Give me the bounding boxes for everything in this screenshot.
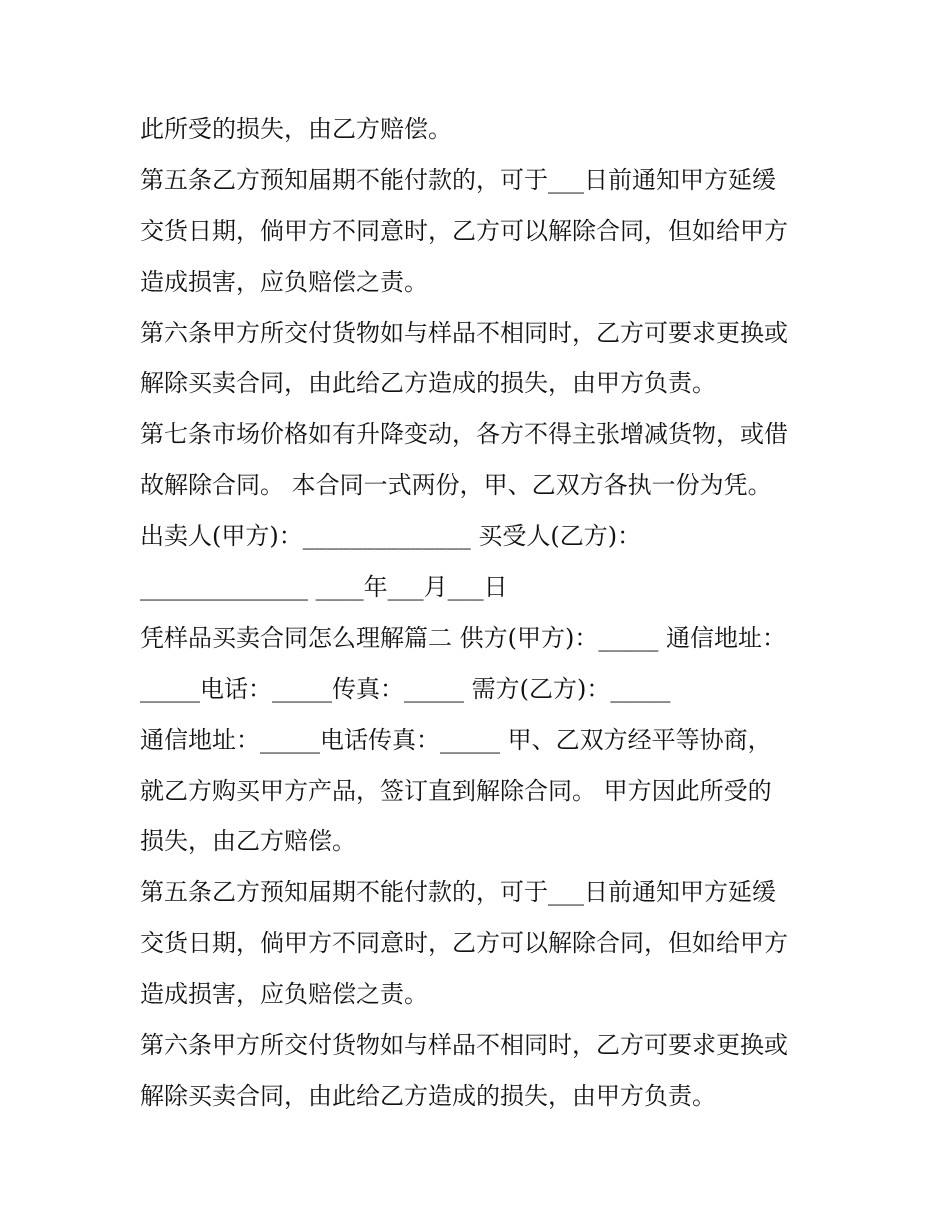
text-line: 第六条甲方所交付货物如与样品不相同时，乙方可要求更换或 xyxy=(140,318,788,347)
document-body xyxy=(140,104,820,1122)
text-line: 第五条乙方预知届期不能付款的，可于___日前通知甲方延缓 xyxy=(140,165,776,194)
text-line: 故解除合同。 本合同一式两份，甲、乙双方各执一份为凭。 xyxy=(140,471,772,500)
text-line: 造成损害，应负赔偿之责。 xyxy=(140,267,428,296)
text-line: 解除买卖合同，由此给乙方造成的损失，由甲方负责。 xyxy=(140,1081,716,1110)
text-line: 第六条甲方所交付货物如与样品不相同时，乙方可要求更换或 xyxy=(140,1031,788,1060)
text-line: 第五条乙方预知届期不能付款的，可于___日前通知甲方延缓 xyxy=(140,878,776,907)
text-line: _____电话：_____传真：_____ 需方(乙方)：_____ xyxy=(140,674,671,703)
section-heading-line: 凭样品买卖合同怎么理解篇二 供方(甲方)：_____ 通信地址： xyxy=(140,623,786,652)
text-line: 交货日期，倘甲方不同意时，乙方可以解除合同，但如给甲方 xyxy=(140,216,788,245)
text-line: 就乙方购买甲方产品，签订直到解除合同。 甲方因此所受的 xyxy=(140,776,772,805)
text-line: 造成损害，应负赔偿之责。 xyxy=(140,980,428,1009)
text-line: 损失，由乙方赔偿。 xyxy=(140,827,356,856)
text-line: 通信地址：_____电话传真：_____ 甲、乙双方经平等协商， xyxy=(140,725,772,754)
text-line: 此所受的损失，由乙方赔偿。 xyxy=(140,115,452,143)
text-line: 交货日期，倘甲方不同意时，乙方可以解除合同，但如给甲方 xyxy=(140,929,788,958)
text-line: 第七条市场价格如有升降变动，各方不得主张增减货物，或借 xyxy=(140,420,788,449)
signature-line-seller-buyer: 出卖人(甲方)：______________ 买受人(乙方)： xyxy=(140,522,642,551)
date-line: ______________ ____年___月___日 xyxy=(140,573,508,602)
text-line: 解除买卖合同，由此给乙方造成的损失，由甲方负责。 xyxy=(140,369,716,398)
